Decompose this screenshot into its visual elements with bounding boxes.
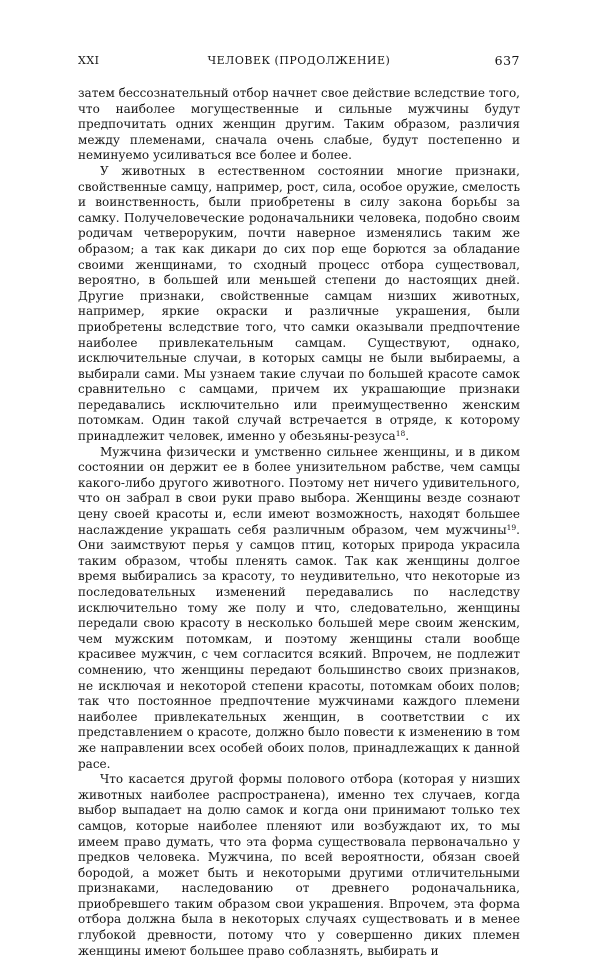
footnote-ref-18[interactable]: 18: [395, 429, 406, 439]
paragraph-sexual-selection-animals: У животных в естественном состоянии многие признаки, свойственные самцу, например, рост, сила, особое оружие, смелость и воинственность, были приобретены в силу закона борьбы за самку. Получеловеческие родоначальники человека, подобно своим родичам четвероруким, почти наверное изменялись таким же образом; а так как дикари до сих пор еще борются за обладание своими женщинами, то сходный процесс отбора существовал, вероятно, в большей или меньшей степени до настоящих дней. Другие признаки, свойственные самцам низших животных, например, яркие окраски и различные украшения, были приобретены вследствие того, что самки оказывали предпочтение наиболее привлекательным самцам. Существуют, однако, исключительные случаи, в которых самцы не были выбираемы, а выбирали сами. Мы узнаем такие случаи по большей красоте самок сравнительно с самцами, причем их украшающие признаки передавались исключительно или преимущественно женским потомкам. Один такой случай встречается в отряде, к которому принадлежит человек, именно у обезьяны-резуса$^{18}$.: [78, 163, 520, 444]
page-number: 637: [494, 53, 520, 68]
footnote-ref-19[interactable]: 19: [506, 522, 517, 532]
running-head: [78, 54, 520, 72]
paragraph-continuation: затем бессознательный отбор начнет свое действие вследствие того, что наиболее могущественные и сильные мужчины будут предпочитать одних женщин другим. Таким образом, различия между племенами, сначала очень слабые, будут постепенно и неминуемо усиливаться все более и более.: [78, 86, 520, 163]
paragraph-female-choice: Что касается другой формы полового отбора (которая у низших животных наиболее распространена), именно тех случаев, когда выбор выпадает на долю самок и когда они принимают только тех самцов, которые наиболее пленяют или возбуждают их, то мы имеем право думать, что эта форма существовала первоначально у предков человека. Мужчина, по всей вероятности, обязан своей бородой, а может быть и некоторыми другими отличительными признаками, наследованию от древнего родоначальника, приобревшего таким образом свои украшения. Впрочем, эта форма отбора должна была в некоторых случаях существовать и в менее глубокой древности, потому что у совершенно диких племен женщины имеют большее право соблазнять, выбирать и: [78, 772, 520, 958]
body-text: [78, 86, 520, 959]
running-title: ЧЕЛОВЕК (ПРОДОЛЖЕНИЕ): [207, 54, 391, 67]
chapter-number: XXI: [78, 54, 100, 67]
paragraph-male-choice: Мужчина физически и умственно сильнее женщины, и в диком состоянии он держит ее в более унизительном рабстве, чем самцы какого-либо другого животного. Поэтому нет ничего удивительного, что он забрал в свои руки право выбора. Женщины везде сознают цену своей красоты и, если имеют возможность, находят большее наслаждение украшать себя различным образом, чем мужчины$^{19}$. Они заимствуют перья у самцов птиц, которых природа украсила таким образом, чтобы пленять самок. Так как женщины долгое время выбирались за красоту, то неудивительно, что некоторые из последовательных изменений передавались по наследству исключительно тому же полу и что, следовательно, женщины передали свою красоту в несколько большей мере своим женским, чем мужским потомкам, и поэтому женщины стали вообще красивее мужчин, с чем согласится всякий. Впрочем, не подлежит сомнению, что женщины передают большинство своих признаков, не исключая и некоторой степени красоты, потомкам обоих полов; так что постоянное предпочтение мужчинами каждого племени наиболее привлекательных женщин, в соответствии с их представлением о красоте, должно было повести к изменению в том же направлении всех особей обоих полов, принадлежащих к данной расе.: [78, 444, 520, 771]
